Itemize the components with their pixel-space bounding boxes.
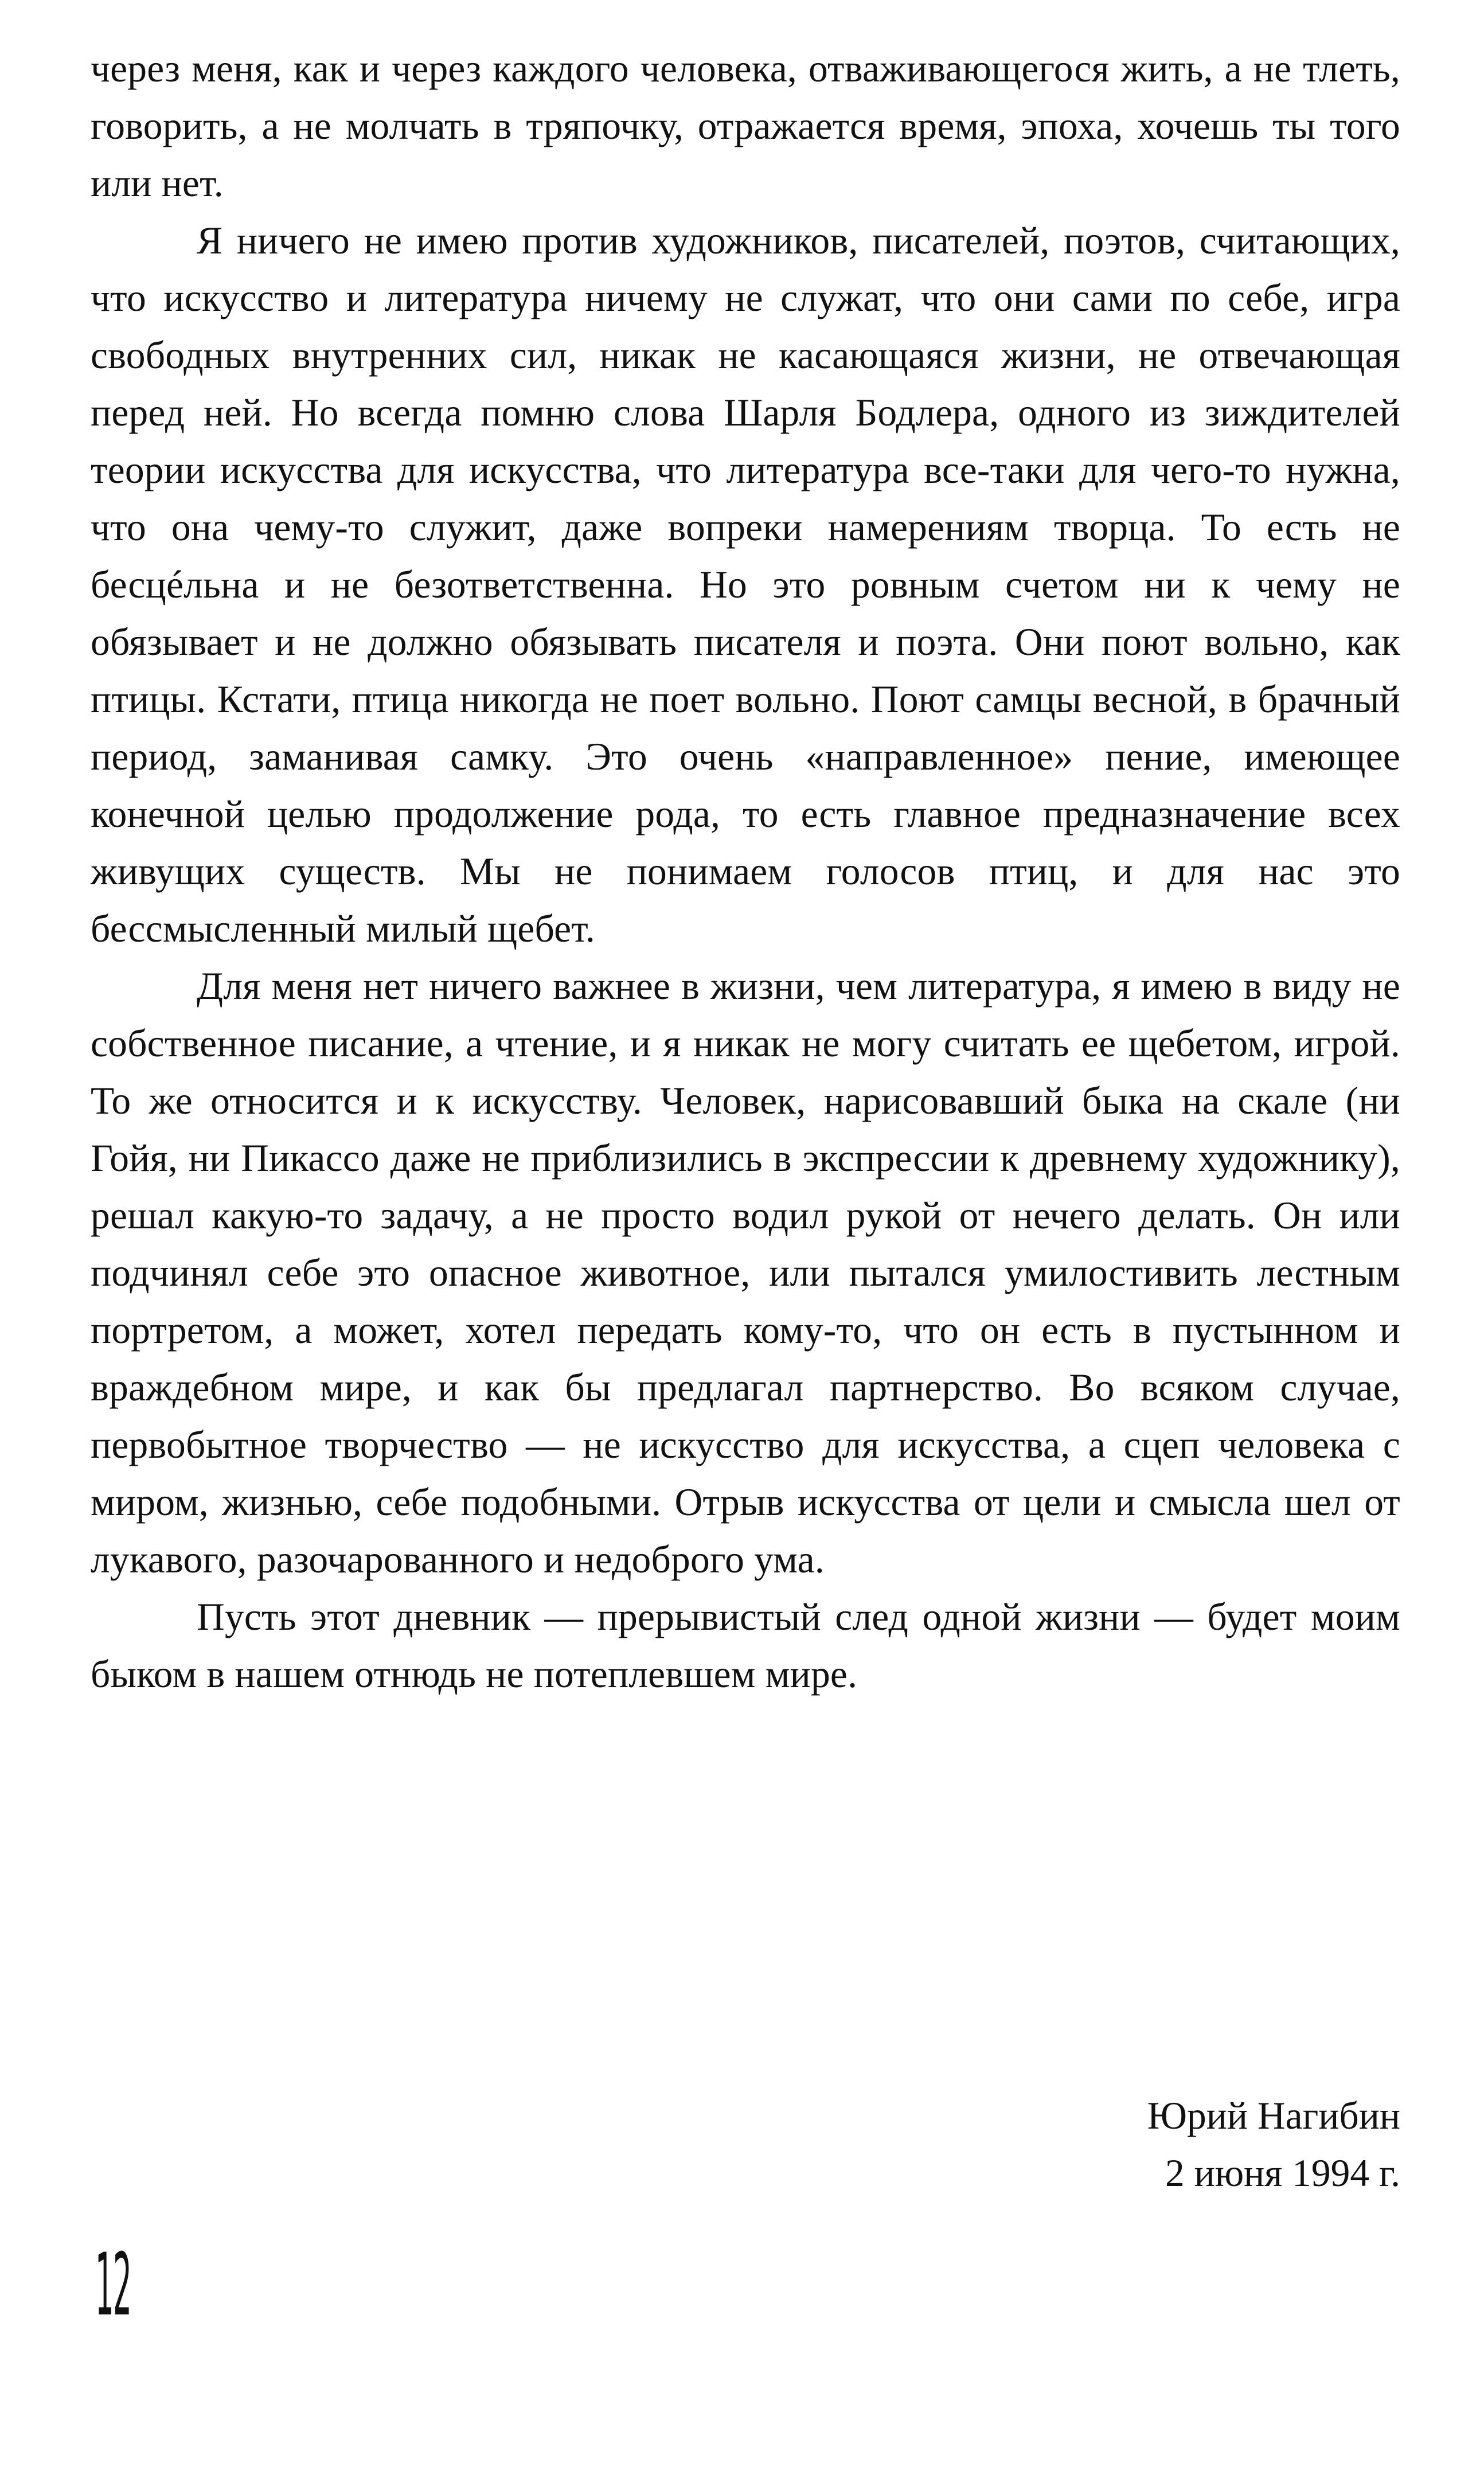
page-number: 12 — [95, 2235, 131, 2335]
page-text-block — [91, 40, 1400, 1703]
paragraph-3: Для меня нет ничего важнее в жизни, чем литература, я имею в виду не собственное писание, а чтение, и я никак не могу считать ее щебетом, игрой. То же относится и к искусству. Человек, нарисовавший быка на скале (ни Гойя, ни Пикассо даже не приблизились в экспрессии к древнему художнику), решал какую-то задачу, а не просто водил рукой от нечего делать. Он или подчинял себе это опасное животное, или пытался умилостивить лестным портретом, а может, хотел передать кому-то, что он есть в пустынном и враждебном мире, и как бы предлагал партнерство. Во всяком случае, первобытное творчество — не искусство для искусства, а сцеп человека с миром, жизнью, себе подобными. Отрыв искусства от цели и смысла шел от лукавого, разочарованного и недоброго ума. — [91, 965, 1400, 1581]
paragraph-2: Я ничего не имею против художников, писателей, поэтов, считающих, что искусство и литература ничему не служат, что они сами по себе, игра свободных внутренних сил, никак не касающаяся жизни, не отвечающая перед ней. Но всегда помню слова Шарля Бодлера, одного из зиждителей теории искусства для искусства, что литература все-таки для чего-то нужна, что она чему-то служит, даже вопреки намерениям творца. То есть не бесцéльна и не безответственна. Но это ровным счетом ни к чему не обязывает и не должно обязывать писателя и поэта. Они поют вольно, как птицы. Кстати, птица никогда не поет вольно. Поют самцы весной, в брачный период, заманивая самку. Это очень «направленное» пение, имеющее конечной целью продолжение рода, то есть главное предназначение всех живущих существ. Мы не понимаем голосов птиц, и для нас это бессмысленный милый щебет. — [91, 219, 1400, 950]
signature-date: 2 июня 1994 г. — [1165, 2152, 1400, 2195]
paragraph-4: Пусть этот дневник — прерывистый след одной жизни — будет моим быком в нашем отнюдь не потеплевшем мире. — [91, 1595, 1400, 1696]
signature-author: Юрий Нагибин — [1147, 2094, 1400, 2137]
paragraph-1: через меня, как и через каждого человека, отваживающегося жить, а не тлеть, говорить, а не молчать в тряпочку, отражается время, эпоха, хочешь ты того или нет. — [91, 47, 1400, 205]
